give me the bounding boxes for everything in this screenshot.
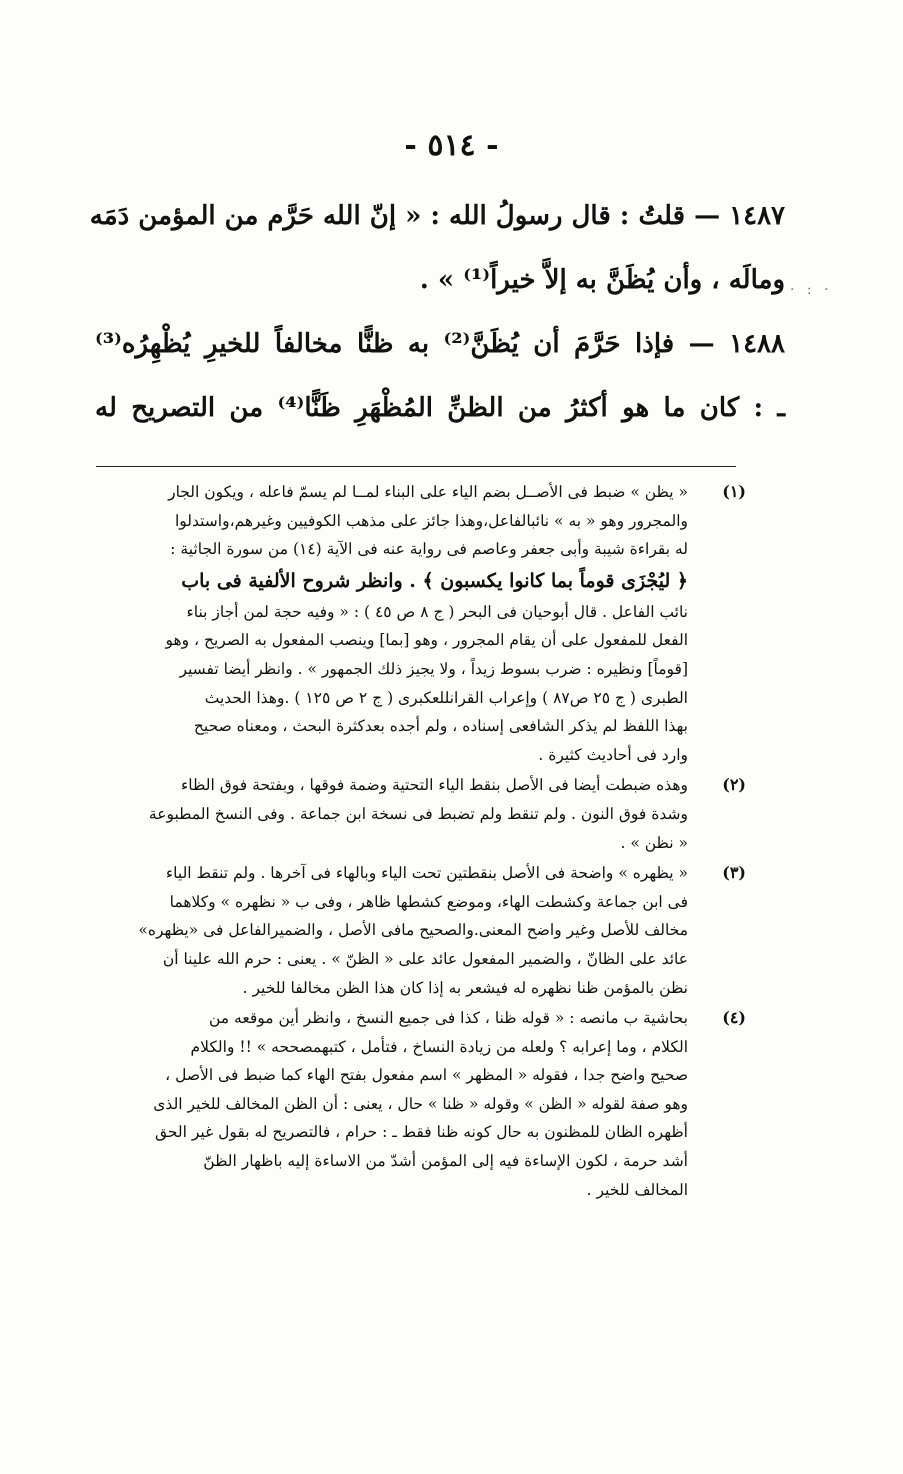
- footnote-marker: (٣): [722, 863, 746, 883]
- main-text-block: [89, 190, 785, 446]
- footnote-4: [96, 1004, 746, 1204]
- footnote-line: له بقراءة شيبة وأبى جعفر وعاصم فى رواية عنه فى الآية (١٤) من سورة الجاثية :: [170, 540, 688, 559]
- main-line-1488-a: ١٤٨٨ — فإذا حَرَّمَ أن يُظَنَّ⁽²⁾ به ظنًّا مخالفاً للخيرِ يُظْهِرُه⁽³⁾: [95, 329, 785, 359]
- footnote-line: وشدة فوق النون . ولم تنقط ولم تضبط فى نسخة ابن جماعة . وفى النسخ المطبوعة: [148, 804, 688, 823]
- footnote-2: [96, 771, 746, 857]
- footnote-line: مخالف للأصل وغير واضح المعنى.والصحيح مافى الأصل ، والضميرالفاعل فى «يظهره»: [138, 921, 688, 940]
- footnote-divider: [96, 466, 736, 467]
- footnote-line: « نظن » .: [620, 833, 688, 852]
- footnote-line: والمجرور وهو « به » نائبالفاعل،وهذا جائز على مذهب الكوفيين وغيرهم،واستدلوا: [174, 511, 688, 530]
- footnote-marker: (٤): [722, 1008, 746, 1028]
- footnote-marker: (٢): [722, 775, 746, 795]
- scan-speck-marks: · : ·: [790, 282, 833, 298]
- footnote-line: الكلام ، وما إعرابه ؟ ولعله من زيادة النساخ ، فتأمل ، كتبهمصححه » !! والكلام: [190, 1037, 688, 1056]
- footnote-line: أشد حرمة ، لكون الإساءة فيه إلى المؤمن أشدّ من الاساءة إليه باظهار الظنّ: [203, 1152, 688, 1171]
- quran-verse-line: ﴿ ليُجْزَى قوماً بما كانوا يكسبون ﴾ . وانظر شروح الألفية فى باب: [181, 569, 688, 592]
- footnote-line: [قوماً] ونظيره : ضرب بسوط زيداً ، ولا يجيز ذلك الجمهور » . وانظر أيضا تفسير: [179, 659, 688, 678]
- page-number: - ٥١٤ -: [404, 128, 499, 163]
- footnote-line: وهو صفة لقوله « الظن » وقوله « ظنا » حال ، يعنى : أن الظن المخالف للخير الذى: [153, 1094, 688, 1113]
- footnotes-section: [96, 478, 746, 1206]
- footnote-line: عائد على الظانّ ، والضمير المفعول عائد على « الظنّ » . يعنى : حرم الله علينا أن: [162, 949, 688, 968]
- footnote-line: الفعل للمفعول على أن يقام المجرور ، وهو [بما] وينصب المفعول به الصريح ، وهو: [165, 631, 688, 650]
- footnote-line: المخالف للخير .: [586, 1180, 688, 1199]
- footnote-1: [96, 478, 746, 769]
- footnote-3: [96, 859, 746, 1002]
- footnote-line: فى ابن جماعة وكشطت الهاء، وموضع كشطها ظاهر ، وفى ب « نظهره » وكلاهما: [169, 892, 688, 911]
- main-line-1487-b: ومالَه ، وأن يُظَنَّ به إلاَّ خيراً⁽¹⁾ » .: [419, 265, 785, 295]
- footnote-line: وارد فى أحاديث كثيرة .: [538, 745, 688, 764]
- footnote-line: وهذه ضبطت أيضا فى الأصل بنقط الياء التحتية وضمة فوقها ، وبفتحة فوق الظاء: [181, 776, 688, 795]
- main-line-1487-a: ١٤٨٧ — قلتُ : قال رسولُ الله : « إنّ الله حَرَّم من المؤمن دَمَه: [89, 201, 785, 231]
- footnote-line: الطبرى ( ج ٢٥ ص٨٧ ) وإعراب القرانللعكبرى ( ج ٢ ص ١٢٥ ) .وهذا الحديث: [204, 688, 688, 707]
- footnote-line: بهذا اللفظ لم يذكر الشافعى إسناده ، ولم أجده بعدكثرة البحث ، ومعناه صحيح: [193, 717, 688, 736]
- footnote-line: نائب الفاعل . قال أبوحيان فى البحر ( ج ٨ ص ٤٥ ) : « وفيه حجة لمن أجاز بناء: [186, 602, 688, 621]
- footnote-line: أظهره الظان للمظنون به حال كونه ظنا فقط ـ : حرام ، فالتصريح له بقول غير الحق: [154, 1123, 688, 1142]
- footnote-line: صحيح واضح جدا ، فقوله « المظهر » اسم مفعول بفتح الهاء كما ضبط فى الأصل ،: [165, 1066, 688, 1085]
- footnote-line: بحاشية ب مانصه : « قوله ظنا ، كذا فى جميع النسخ ، وانظر أين موقعه من: [209, 1009, 688, 1028]
- footnote-line: « يظن » ضبط فى الأصــل بضم الياء على البناء لمــا لم يسمّ فاعله ، ويكون الجار: [168, 483, 688, 501]
- main-line-1488-b: ـ : كان ما هو أكثرُ من الظنِّ المُظْهَرِ ظَنًّا⁽⁴⁾ من التصريح له: [95, 393, 785, 423]
- footnote-line: نظن بالمؤمن ظنا نظهره له فيشعر به إذا كان هذا الظن مخالفا للخير .: [242, 978, 688, 997]
- footnote-marker: (١): [722, 482, 746, 501]
- footnote-line: « يظهره » واضحة فى الأصل بنقطتين تحت الياء وبالهاء فى آخرها . ولم تنقط الياء: [165, 864, 688, 883]
